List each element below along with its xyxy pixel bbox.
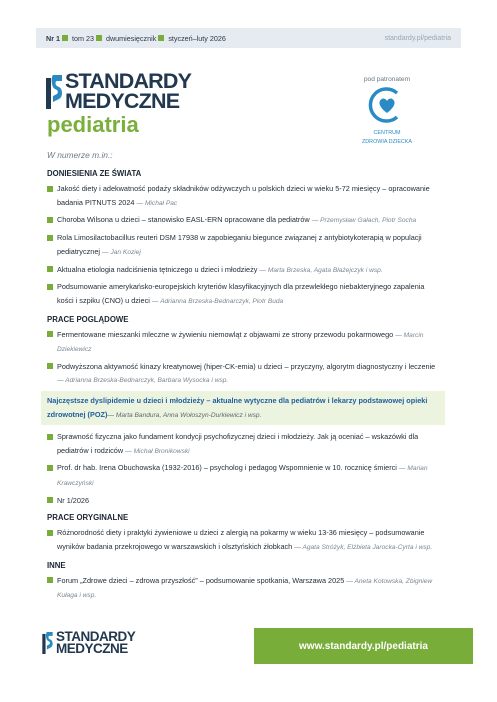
- section-title: PRACE POGLĄDOWE: [47, 314, 129, 324]
- logo-line-2: MEDYCZNE: [65, 88, 180, 113]
- bullet-square-icon: [47, 363, 53, 369]
- logo-mark-icon: [42, 632, 53, 654]
- article-item[interactable]: [47, 213, 439, 228]
- article-item[interactable]: [47, 328, 439, 357]
- table-of-contents: [47, 150, 439, 606]
- article-item[interactable]: [47, 574, 439, 603]
- article-item[interactable]: [47, 231, 439, 259]
- patronage-label: pod patronatem: [363, 76, 411, 83]
- article-item[interactable]: [47, 263, 439, 278]
- article-authors: — Aneta Kotowska, Zbigniew Kułaga i wsp.: [57, 577, 433, 600]
- frequency: dwumiesięcznik: [105, 33, 157, 43]
- bullet-square-icon: [47, 186, 53, 192]
- article-title: Sprawność fizyczna jako fundament kondycji psychofizycznej dzieci i młodzieży. Jak ją oceniać – wskazówki dla pediatrów i rodziców: [57, 432, 419, 455]
- volume: tom 23: [71, 33, 94, 43]
- article-title: Jakość diety i adekwatność podaży składników odżywczych u polskich dzieci w wieku 5-72 miesięcy – opracowanie badania PITNUTS 2024: [57, 184, 430, 207]
- bullet-square-icon: [47, 266, 53, 272]
- issue-number: Nr 1: [46, 33, 60, 43]
- bullet-square-icon: [47, 465, 53, 471]
- bullet-square-icon: [47, 434, 53, 440]
- bullet-square-icon: [47, 217, 53, 223]
- article-item[interactable]: [47, 360, 439, 388]
- bullet-square-icon: [47, 497, 53, 503]
- journal-title: pediatria: [47, 112, 139, 137]
- article-authors: — Michał Bronikowski: [125, 447, 190, 455]
- bullet-square-icon: [47, 530, 53, 536]
- article-authors: — Michał Pac: [136, 199, 178, 207]
- article-title: Podwyższona aktywność kinazy kreatynowej (hiper-CK-emia) u dzieci – przyczyny, algorytm diagnostyczny i leczenie: [57, 361, 436, 371]
- header-url-link[interactable]: standardy.pl/pediatria: [384, 34, 451, 42]
- patronage-org-line-2: ZDROWIA DZIECKA: [361, 139, 412, 146]
- article-authors: — Agata Stróżyk, Elżbieta Jarocka-Cyrta i wsp.: [294, 544, 433, 551]
- article-item[interactable]: [47, 182, 439, 210]
- article-title: Prof. dr hab. Irena Obuchowska (1932-2016) – psycholog i pedagog Wspomnienie w 10. rocznicę śmierci: [57, 463, 397, 473]
- bullet-square-icon: [47, 331, 53, 337]
- article-authors: — Marta Brzeska, Agata Błażejczyk i wsp.: [259, 266, 383, 274]
- bullet-square-icon: [158, 35, 164, 41]
- highlighted-article-authors: — Marta Bandura, Anna Wołoszyn-Durkiewicz i wsp.: [107, 411, 262, 419]
- article-title: Aktualna etiologia nadciśnienia tętniczego u dzieci i młodzieży: [57, 264, 258, 274]
- article-title: Rola Limosilactobacillus reuteri DSM 17938 w zapobieganiu biegunce związanej z antybiotykoterapią w populacji pediatrycznej: [57, 233, 422, 256]
- article-item[interactable]: [47, 494, 439, 508]
- article-title: Choroba Wilsona u dzieci – stanowisko EASL-ERN opracowane dla pediatrów: [57, 215, 310, 225]
- issue-date: styczeń–luty 2026: [168, 33, 226, 43]
- article-title: Podsumowanie amerykańsko-europejskich kryteriów klasyfikacyjnych dla przewlekłego niebakteryjnego zapalenia kości i szpiku (CNO) u dzieci: [57, 282, 425, 305]
- article-authors: — Jan Koziej: [102, 248, 141, 256]
- bullet-square-icon: [47, 577, 53, 583]
- contents-intro: W numerze m.in.:: [47, 150, 113, 160]
- section-title: PRACE ORYGINALNE: [47, 513, 129, 523]
- article-authors: — Marian Krawczyński: [57, 465, 428, 488]
- article-title: Forum „Zdrowe dzieci – zdrowa przyszłość” – podsumowanie spotkania, Warszawa 2025: [57, 575, 345, 585]
- bullet-square-icon: [47, 284, 53, 290]
- highlighted-article[interactable]: [41, 391, 445, 425]
- article-authors: — Adrianna Brzeska-Bednarczyk, Barbara Wysocka i wsp.: [57, 377, 229, 385]
- article-title: Fermentowane mieszanki mleczne w żywieniu niemowląt z objawami ze strony przewodu pokarmowego: [57, 329, 394, 339]
- czd-heart-logo-icon: [367, 87, 407, 123]
- footer-logo-line-1: STANDARDY: [56, 629, 136, 644]
- article-authors: — Marcin Dziekiewicz: [57, 331, 424, 354]
- footer-logo-line-2: MEDYCZNE: [56, 641, 128, 657]
- logo-mark-icon: [46, 75, 62, 109]
- section-title: DONIESIENIA ZE ŚWIATA: [47, 169, 142, 178]
- bullet-square-icon: [62, 35, 68, 41]
- bullet-square-icon: [96, 35, 102, 41]
- footer-url-link[interactable]: www.standardy.pl/pediatria: [254, 628, 473, 664]
- patronage-block: [352, 76, 422, 146]
- header-bar: [36, 28, 461, 48]
- footer-logo: [42, 631, 135, 656]
- highlighted-article-title: Najczęstsze dyslipidemie u dzieci i młodzieży – aktualne wytyczne dla pediatrów i lekarzy podstawowej opieki zdrowotnej (POZ): [47, 396, 428, 419]
- article-item[interactable]: [47, 526, 439, 554]
- article-authors: — Przemysław Gałach, Piotr Socha: [311, 217, 417, 225]
- article-authors: — Adrianna Brzeska-Bednarczyk, Piotr Buda: [151, 297, 284, 305]
- article-item[interactable]: [47, 461, 439, 490]
- article-title: Różnorodność diety i praktyki żywieniowe u dzieci z alergią na pokarmy w wieku 13-36 miesięcy – podsumowanie wyników badania przekrojowego w warszawskich i olsztyńskich żłobkach: [57, 528, 425, 551]
- article-item[interactable]: [47, 430, 439, 458]
- patronage-org-line-1: CENTRUM: [373, 130, 401, 136]
- section-title: INNE: [47, 560, 66, 570]
- bullet-square-icon: [47, 235, 53, 241]
- standardy-medyczne-logo: [46, 69, 192, 113]
- article-title: Nr 1/2026: [57, 495, 90, 505]
- article-item[interactable]: [47, 280, 439, 308]
- logo-line-1: STANDARDY: [65, 69, 192, 93]
